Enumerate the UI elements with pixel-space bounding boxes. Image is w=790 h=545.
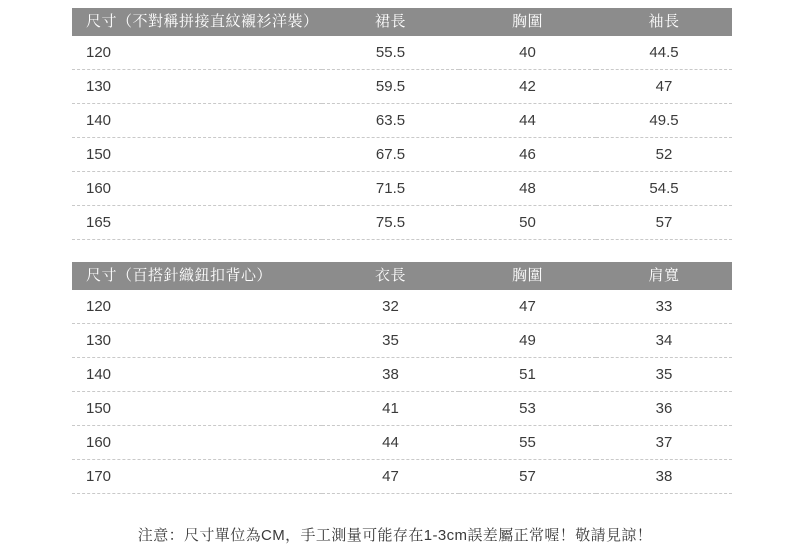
table-row	[72, 324, 732, 358]
size-table-dress-head	[72, 8, 732, 36]
table-row	[72, 392, 732, 426]
column-header-sleeve: 袖長	[596, 8, 732, 36]
cell-size: 150	[72, 392, 322, 426]
table-header-row	[72, 8, 732, 36]
column-header-length: 衣長	[322, 262, 459, 290]
cell-bust: 46	[459, 138, 596, 172]
table-row	[72, 138, 732, 172]
cell-bust: 48	[459, 172, 596, 206]
cell-sleeve: 49.5	[596, 104, 732, 138]
cell-sleeve: 57	[596, 206, 732, 240]
cell-shoulder: 34	[596, 324, 732, 358]
table-row	[72, 104, 732, 138]
table-row	[72, 426, 732, 460]
table-row	[72, 460, 732, 494]
cell-shoulder: 33	[596, 290, 732, 324]
cell-shoulder: 36	[596, 392, 732, 426]
cell-bust: 49	[459, 324, 596, 358]
table-header-row	[72, 262, 732, 290]
cell-size: 130	[72, 70, 322, 104]
table-row	[72, 358, 732, 392]
cell-bust: 44	[459, 104, 596, 138]
column-header-bust: 胸圍	[459, 262, 596, 290]
table-row	[72, 172, 732, 206]
cell-size: 165	[72, 206, 322, 240]
cell-length: 41	[322, 392, 459, 426]
cell-sleeve: 52	[596, 138, 732, 172]
cell-size: 160	[72, 426, 322, 460]
cell-shoulder: 37	[596, 426, 732, 460]
cell-size: 140	[72, 104, 322, 138]
column-header-shoulder: 肩寬	[596, 262, 732, 290]
cell-size: 150	[72, 138, 322, 172]
cell-shoulder: 35	[596, 358, 732, 392]
table-row	[72, 36, 732, 70]
cell-bust: 55	[459, 426, 596, 460]
size-table-vest-head	[72, 262, 732, 290]
cell-length: 75.5	[322, 206, 459, 240]
table-row	[72, 70, 732, 104]
measurement-note: 注意：尺寸單位為CM，手工測量可能存在1-3cm誤差屬正常喔！敬請見諒！	[137, 527, 653, 544]
cell-size: 120	[72, 290, 322, 324]
table-row	[72, 290, 732, 324]
cell-length: 55.5	[322, 36, 459, 70]
cell-bust: 51	[459, 358, 596, 392]
cell-length: 71.5	[322, 172, 459, 206]
cell-length: 35	[322, 324, 459, 358]
cell-size: 170	[72, 460, 322, 494]
cell-size: 140	[72, 358, 322, 392]
cell-size: 120	[72, 36, 322, 70]
cell-sleeve: 44.5	[596, 36, 732, 70]
cell-bust: 53	[459, 392, 596, 426]
size-table-dress	[72, 8, 732, 240]
column-header-length: 裙長	[322, 8, 459, 36]
cell-shoulder: 38	[596, 460, 732, 494]
size-table-dress-body	[72, 36, 732, 240]
cell-length: 63.5	[322, 104, 459, 138]
cell-bust: 47	[459, 290, 596, 324]
column-header-size: 尺寸（不對稱拼接直紋襯衫洋裝）	[72, 8, 322, 36]
cell-size: 160	[72, 172, 322, 206]
cell-sleeve: 47	[596, 70, 732, 104]
cell-length: 44	[322, 426, 459, 460]
size-table-vest-body	[72, 290, 732, 494]
size-table-vest	[72, 262, 732, 494]
column-header-size: 尺寸（百搭針織鈕扣背心）	[72, 262, 322, 290]
cell-sleeve: 54.5	[596, 172, 732, 206]
cell-length: 67.5	[322, 138, 459, 172]
cell-bust: 40	[459, 36, 596, 70]
cell-length: 59.5	[322, 70, 459, 104]
cell-bust: 42	[459, 70, 596, 104]
cell-bust: 50	[459, 206, 596, 240]
cell-size: 130	[72, 324, 322, 358]
size-chart-page	[0, 8, 790, 544]
cell-length: 32	[322, 290, 459, 324]
cell-length: 47	[322, 460, 459, 494]
cell-length: 38	[322, 358, 459, 392]
cell-bust: 57	[459, 460, 596, 494]
table-row	[72, 206, 732, 240]
column-header-bust: 胸圍	[459, 8, 596, 36]
